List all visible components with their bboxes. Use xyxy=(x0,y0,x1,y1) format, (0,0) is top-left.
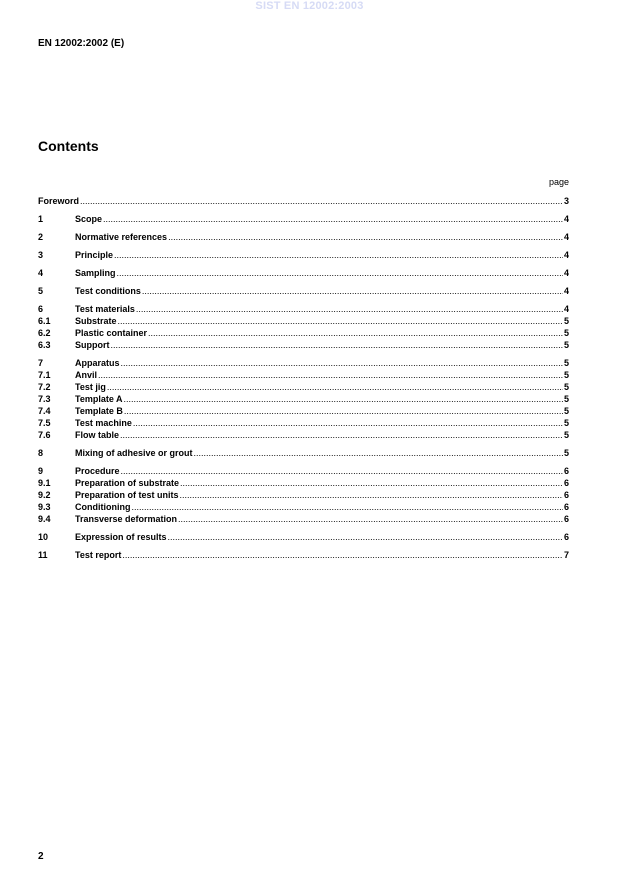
toc-entry-title: Preparation of test units xyxy=(75,490,179,500)
toc-entry[interactable] xyxy=(38,477,569,489)
toc-leader-dots xyxy=(136,303,563,315)
toc-leader-dots xyxy=(133,417,563,429)
toc-entry-number: 7.4 xyxy=(38,406,51,416)
toc-entry-number: 7.1 xyxy=(38,370,51,380)
toc-entry-title: Anvil xyxy=(75,370,98,380)
toc-entry-title: Apparatus xyxy=(75,358,120,368)
toc-entry[interactable] xyxy=(38,513,569,525)
toc-entry-number: 7.3 xyxy=(38,394,51,404)
toc-leader-dots xyxy=(124,405,563,417)
toc-leader-dots xyxy=(168,531,563,543)
table-of-contents xyxy=(38,195,569,561)
toc-entry[interactable] xyxy=(38,303,569,315)
toc-entry-page: 5 xyxy=(563,394,569,404)
toc-leader-dots xyxy=(107,381,563,393)
toc-entry-title: Sampling xyxy=(75,268,116,278)
toc-entry-page: 6 xyxy=(563,478,569,488)
toc-entry-title: Scope xyxy=(75,214,103,224)
toc-leader-dots xyxy=(120,429,563,441)
toc-entry-title: Flow table xyxy=(75,430,120,440)
toc-leader-dots xyxy=(98,369,563,381)
toc-entry[interactable] xyxy=(38,381,569,393)
toc-entry[interactable] xyxy=(38,417,569,429)
toc-entry[interactable] xyxy=(38,357,569,369)
toc-entry-page: 5 xyxy=(563,340,569,350)
toc-leader-dots xyxy=(121,357,563,369)
toc-entry[interactable] xyxy=(38,267,569,279)
toc-entry-title: Expression of results xyxy=(75,532,167,542)
toc-entry[interactable] xyxy=(38,369,569,381)
toc-entry-page: 5 xyxy=(563,328,569,338)
toc-entry-page: 5 xyxy=(563,316,569,326)
toc-entry-number: 9.2 xyxy=(38,490,51,500)
toc-entry-number: 9.4 xyxy=(38,514,51,524)
toc-entry[interactable] xyxy=(38,405,569,417)
toc-leader-dots xyxy=(80,195,563,207)
toc-entry-title: Preparation of substrate xyxy=(75,478,180,488)
toc-entry-page: 5 xyxy=(563,382,569,392)
toc-entry-title: Plastic container xyxy=(75,328,148,338)
toc-entry-page: 7 xyxy=(563,550,569,560)
toc-entry[interactable] xyxy=(38,489,569,501)
toc-entry-page: 3 xyxy=(563,196,569,206)
toc-entry[interactable] xyxy=(38,315,569,327)
toc-entry-title: Substrate xyxy=(75,316,117,326)
toc-entry-number: 7.5 xyxy=(38,418,51,428)
toc-entry-title: Foreword xyxy=(38,196,80,206)
toc-entry-page: 5 xyxy=(563,418,569,428)
toc-entry-page: 4 xyxy=(563,304,569,314)
toc-entry-title: Conditioning xyxy=(75,502,131,512)
toc-entry-title: Normative references xyxy=(75,232,168,242)
toc-entry-title: Template A xyxy=(75,394,123,404)
page-number: 2 xyxy=(38,851,44,862)
toc-leader-dots xyxy=(121,465,563,477)
toc-leader-dots xyxy=(148,327,563,339)
toc-leader-dots xyxy=(122,549,563,561)
toc-entry-number: 6 xyxy=(38,304,44,314)
toc-entry-page: 4 xyxy=(563,286,569,296)
toc-leader-dots xyxy=(131,501,563,513)
toc-entry[interactable] xyxy=(38,447,569,459)
toc-leader-dots xyxy=(180,489,563,501)
toc-entry-title: Test machine xyxy=(75,418,132,428)
page-column-label: page xyxy=(548,177,569,187)
watermark: SIST EN 12002:2003 xyxy=(255,0,364,12)
toc-entry-number: 3 xyxy=(38,250,44,260)
toc-entry[interactable] xyxy=(38,531,569,543)
toc-entry[interactable] xyxy=(38,465,569,477)
toc-entry[interactable] xyxy=(38,339,569,351)
toc-entry-number: 7 xyxy=(38,358,44,368)
toc-leader-dots xyxy=(142,285,563,297)
toc-leader-dots xyxy=(118,315,563,327)
toc-entry-title: Test conditions xyxy=(75,286,141,296)
toc-entry-number: 9 xyxy=(38,466,44,476)
toc-entry-page: 5 xyxy=(563,370,569,380)
toc-entry-page: 6 xyxy=(563,532,569,542)
toc-entry[interactable] xyxy=(38,393,569,405)
toc-entry-title: Procedure xyxy=(75,466,120,476)
toc-entry-number: 4 xyxy=(38,268,44,278)
toc-entry[interactable] xyxy=(38,249,569,261)
toc-entry-page: 5 xyxy=(563,406,569,416)
toc-leader-dots xyxy=(114,249,563,261)
toc-entry-number: 6.2 xyxy=(38,328,51,338)
toc-entry-page: 4 xyxy=(563,232,569,242)
toc-entry[interactable] xyxy=(38,429,569,441)
toc-entry[interactable] xyxy=(38,285,569,297)
toc-entry-number: 8 xyxy=(38,448,44,458)
toc-entry[interactable] xyxy=(38,549,569,561)
toc-entry-number: 6.1 xyxy=(38,316,51,326)
toc-entry-number: 1 xyxy=(38,214,44,224)
toc-entry-page: 6 xyxy=(563,490,569,500)
toc-leader-dots xyxy=(124,393,563,405)
toc-entry-title: Test materials xyxy=(75,304,135,314)
toc-entry-title: Support xyxy=(75,340,110,350)
toc-leader-dots xyxy=(194,447,563,459)
toc-entry-number: 9.1 xyxy=(38,478,51,488)
toc-entry-number: 10 xyxy=(38,532,49,542)
page-title: Contents xyxy=(38,138,99,154)
toc-entry-title: Transverse deformation xyxy=(75,514,178,524)
toc-entry-title: Test jig xyxy=(75,382,106,392)
toc-entry-number: 5 xyxy=(38,286,44,296)
toc-leader-dots xyxy=(103,213,563,225)
toc-entry[interactable] xyxy=(38,327,569,339)
toc-entry-page: 6 xyxy=(563,502,569,512)
toc-entry[interactable] xyxy=(38,195,569,207)
toc-entry-page: 5 xyxy=(563,430,569,440)
toc-entry-page: 5 xyxy=(563,358,569,368)
toc-entry-page: 5 xyxy=(563,448,569,458)
toc-leader-dots xyxy=(168,231,563,243)
toc-entry-page: 4 xyxy=(563,214,569,224)
toc-entry-title: Template B xyxy=(75,406,123,416)
toc-entry[interactable] xyxy=(38,231,569,243)
toc-entry-number: 6.3 xyxy=(38,340,51,350)
toc-entry-page: 6 xyxy=(563,514,569,524)
toc-entry-title: Principle xyxy=(75,250,114,260)
toc-entry-page: 4 xyxy=(563,268,569,278)
toc-entry-number: 7.2 xyxy=(38,382,51,392)
toc-entry-title: Mixing of adhesive or grout xyxy=(75,448,193,458)
toc-entry-number: 9.3 xyxy=(38,502,51,512)
toc-entry[interactable] xyxy=(38,213,569,225)
toc-leader-dots xyxy=(117,267,563,279)
toc-leader-dots xyxy=(111,339,563,351)
toc-entry-number: 11 xyxy=(38,550,48,560)
toc-entry-number: 2 xyxy=(38,232,44,242)
toc-entry-page: 6 xyxy=(563,466,569,476)
toc-entry-page: 4 xyxy=(563,250,569,260)
toc-leader-dots xyxy=(180,477,563,489)
document-code: EN 12002:2002 (E) xyxy=(38,38,125,49)
toc-leader-dots xyxy=(178,513,563,525)
toc-entry-number: 7.6 xyxy=(38,430,51,440)
toc-entry-title: Test report xyxy=(75,550,122,560)
toc-entry[interactable] xyxy=(38,501,569,513)
